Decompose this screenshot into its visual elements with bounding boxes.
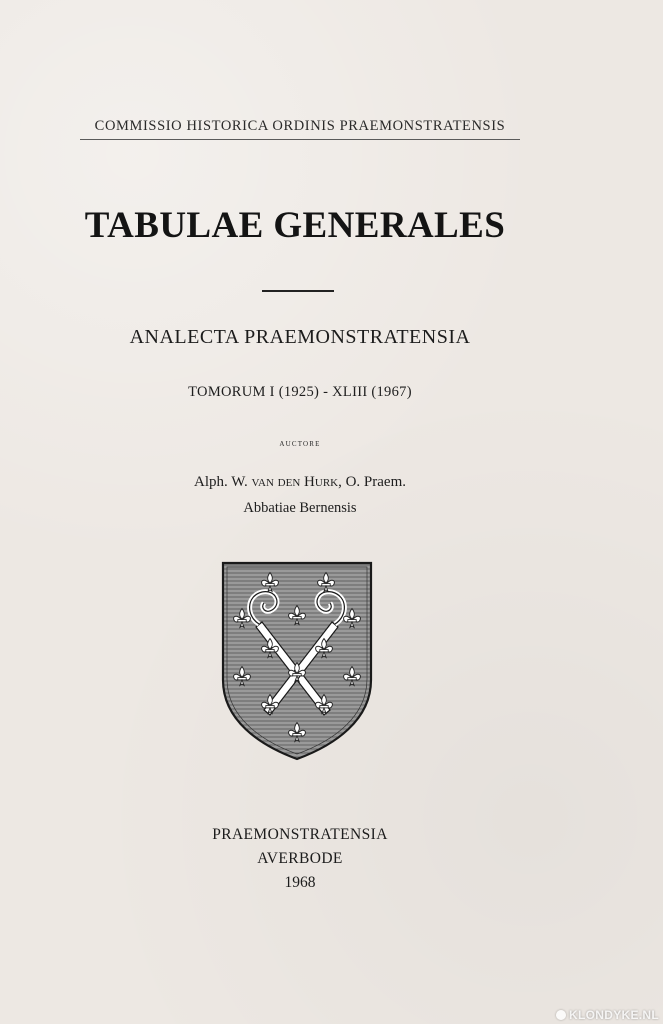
auctore-label: auctore — [279, 438, 321, 449]
volume-range: TOMORUM I (1925) - XLIII (1967) — [188, 384, 412, 400]
series-heading: COMMISSIO HISTORICA ORDINIS PRAEMONSTRATENSIS — [94, 118, 506, 134]
author-line — [120, 474, 480, 491]
publication-city: AVERBODE — [257, 850, 343, 867]
author-name: Alph. W. — [194, 474, 248, 490]
watermark-logo — [556, 1008, 659, 1022]
watermark-dot-icon — [556, 1010, 566, 1020]
publisher-name: PRAEMONSTRATENSIA — [212, 826, 388, 843]
author-suffix: , O. Praem. — [338, 474, 406, 490]
shield-crossed-croziers-fleur-de-lis-icon — [220, 560, 374, 762]
series-underline — [80, 139, 520, 140]
author-surname: van den Hurk — [251, 474, 339, 490]
title-divider — [262, 290, 334, 292]
publication-year: 1968 — [284, 874, 316, 891]
watermark-text: KLONDYKE.NL — [569, 1008, 659, 1022]
abbey-name: Abbatiae Bernensis — [243, 500, 357, 516]
book-subtitle: ANALECTA PRAEMONSTRATENSIA — [129, 326, 471, 348]
book-title: TABULAE GENERALES — [84, 205, 506, 246]
